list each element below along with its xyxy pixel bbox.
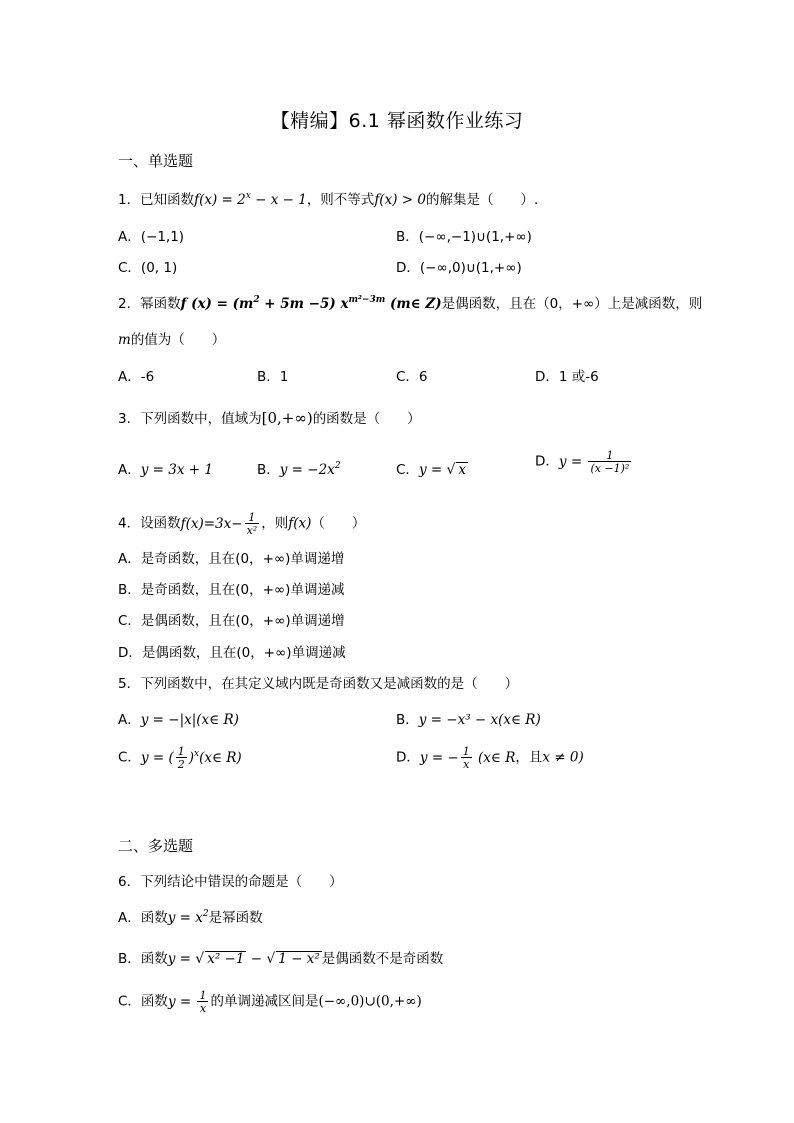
q3-option-a: A．y = 3x + 1	[118, 462, 213, 478]
q5-option-c: C．y = ( $\frac{1}{2}$ )$^x$(x∈ R)	[118, 745, 242, 771]
q6-stem: 下列结论中错误的命题是（ ）	[140, 874, 343, 890]
q4-fx: f(x)	[288, 515, 312, 532]
question-2-line-2	[118, 330, 225, 350]
q1-option-a: A．(−1,1)	[118, 229, 185, 245]
q6-option-b: B．函数y = √ x² −1 − √ 1 − x² 是偶函数不是奇函数	[118, 951, 444, 967]
q3-option-c-expr: y = √ x	[418, 462, 467, 478]
q5-option-a: A．y = −|x|(x∈ R)	[118, 712, 239, 728]
q1-number: 1．	[118, 192, 141, 208]
q4-number: 4．	[118, 515, 141, 532]
question-5	[118, 674, 518, 694]
q4-function: f(x)=3x− $\frac{1}{\text{x²}}$	[180, 511, 258, 537]
q3-option-c: C．y = √ x	[396, 462, 467, 478]
q5-option-b-expr: y = −x³ − x(x∈ R)	[418, 712, 541, 728]
section-single-choice: 一、单选题	[118, 152, 194, 170]
q2-stem-pre: 幂函数	[140, 296, 181, 312]
question-3	[118, 408, 421, 429]
document-title: 【精编】6.1 幂函数作业练习	[270, 110, 524, 132]
q3-stem-pre: 下列函数中，值域为	[140, 411, 262, 427]
q5-option-d-expr: y = − $\frac{1}{x}$ (x∈ R	[419, 745, 516, 771]
q5-option-b: B．y = −x³ − x(x∈ R)	[396, 712, 541, 728]
q3-option-a-expr: y = 3x + 1	[140, 462, 213, 478]
q2-option-d: D．1 或-6	[535, 369, 599, 385]
q6-option-c-expr: y = $\frac{1}{x}$	[167, 989, 207, 1015]
q5-option-a-expr: y = −|x|(x∈ R)	[140, 712, 239, 728]
q2-variable: m	[118, 332, 131, 348]
q2-option-b: B．1	[257, 369, 289, 385]
q2-stem-line2: 的值为（ ）	[130, 332, 226, 348]
q1-option-d: D．(−∞,0)∪(1,+∞)	[396, 260, 522, 276]
q5-stem: 下列函数中，在其定义域内既是奇函数又是减函数的是（ ）	[140, 676, 519, 692]
q2-number: 2．	[118, 296, 141, 312]
q4-option-b: B．是奇函数，且在(0，+∞)单调递减	[118, 582, 345, 598]
q3-stem-post: 的函数是（ ）	[312, 411, 421, 427]
question-4	[118, 512, 365, 536]
q4-option-d: D．是偶函数，且在(0，+∞)单调递减	[118, 645, 346, 661]
q2-option-c: C．6	[396, 369, 428, 385]
q6-option-a-expr: $y = x^2$	[167, 909, 209, 926]
q1-stem-mid: ，则不等式	[306, 192, 375, 208]
q1-stem-pre: 已知函数	[140, 192, 195, 208]
q6-option-a: A．函数$y = x^2$是幂函数	[118, 909, 263, 926]
q4-stem-mid: ，则	[261, 515, 289, 532]
q3-number: 3．	[118, 411, 141, 427]
q1-inequality: f(x) > 0	[374, 192, 426, 208]
q3-option-d: D．y = $\frac{1}{\text{(x −1)²}}$	[535, 450, 633, 474]
q1-option-b: B．(−∞,−1)∪(1,+∞)	[396, 229, 532, 245]
q4-option-a: A．是奇函数，且在(0，+∞)单调递增	[118, 551, 345, 567]
q1-function: $f(x) = 2^x - x - 1$	[194, 191, 307, 208]
q2-function: f $(x) = (m^2 + 5m -5)$ $x^{m^2-3m}$ (m∈ Z)	[180, 295, 442, 312]
q5-option-c-expr: y = ( $\frac{1}{2}$ )$^x$(x∈ R)	[140, 745, 242, 771]
q6-number: 6．	[118, 874, 141, 890]
question-1	[118, 190, 538, 210]
q6-option-c-interval: (−∞,0)∪(0,+∞)	[318, 993, 422, 1010]
question-2	[118, 294, 702, 314]
q5-option-d: D．y = − $\frac{1}{x}$ (x∈ R，且x ≠ 0)	[396, 745, 584, 771]
section-multiple-choice: 二、多选题	[118, 837, 194, 855]
q2-stem-post: 是偶函数，且在（0，+∞）上是减函数，则	[441, 296, 703, 312]
q1-stem-post: 的解集是（ ）.	[425, 192, 539, 208]
question-6	[118, 872, 343, 892]
q3-option-d-expr: y = $\frac{1}{\text{(x −1)²}}$	[558, 449, 630, 475]
q5-number: 5．	[118, 676, 141, 692]
q6-option-c: C．函数y = $\frac{1}{x}$ 的单调递减区间是(−∞,0)∪(0,+∞)	[118, 989, 422, 1015]
q3-option-b: B．$y = -2x^2$	[257, 461, 341, 478]
q4-option-c: C．是偶函数，且在(0，+∞)单调递增	[118, 613, 345, 629]
q3-option-b-expr: $y = -2x^2$	[279, 461, 341, 478]
q4-stem-post: （ ）	[311, 515, 366, 532]
q4-stem-pre: 设函数	[140, 515, 181, 532]
q1-option-c: C．(0, 1)	[118, 260, 178, 276]
q3-range: [0,+∞)	[261, 409, 313, 427]
q6-option-b-expr: y = √ x² −1 − √ 1 − x²	[167, 951, 320, 967]
q2-option-a: A．-6	[118, 369, 155, 385]
